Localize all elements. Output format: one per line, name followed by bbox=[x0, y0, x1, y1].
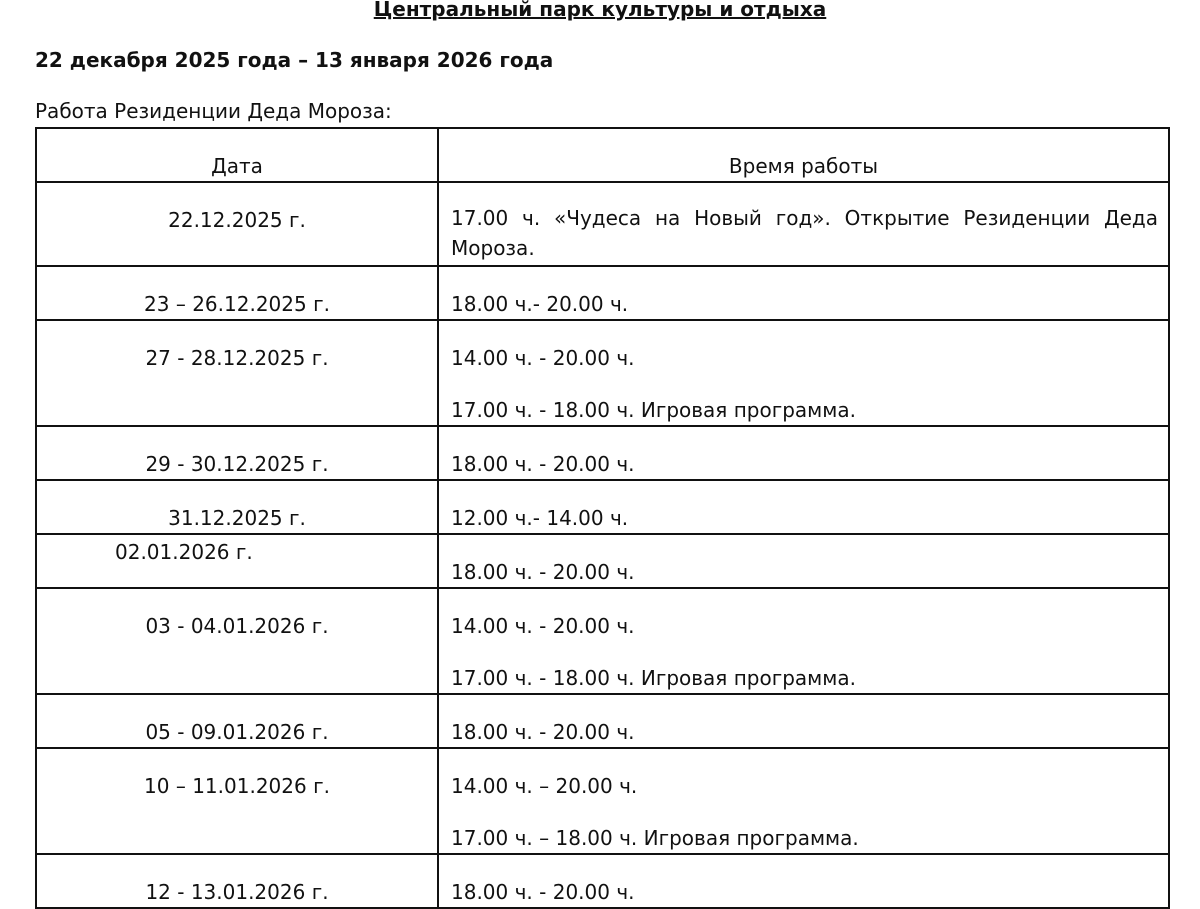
hours-line: 17.00 ч. «Чудеса на Новый год». Открытие Резиденции Деда Мороза. bbox=[451, 206, 1158, 260]
hours-line: 18.00 ч. - 20.00 ч. bbox=[451, 452, 635, 476]
hours-line: 12.00 ч.- 14.00 ч. bbox=[451, 506, 629, 530]
document-title: Центральный парк культуры и отдыха bbox=[373, 0, 827, 21]
row-date: 03 - 04.01.2026 г. bbox=[36, 588, 438, 694]
hours-line: 14.00 ч. – 20.00 ч. bbox=[451, 774, 638, 798]
row-hours bbox=[438, 480, 1169, 534]
row-hours bbox=[438, 182, 1169, 266]
row-date: 10 – 11.01.2026 г. bbox=[36, 748, 438, 854]
table-row bbox=[36, 748, 1169, 854]
table-row bbox=[36, 182, 1169, 266]
row-date: 05 - 09.01.2026 г. bbox=[36, 694, 438, 748]
row-date: 23 – 26.12.2025 г. bbox=[36, 266, 438, 320]
table-row bbox=[36, 480, 1169, 534]
table-row bbox=[36, 266, 1169, 320]
table-row bbox=[36, 588, 1169, 694]
row-hours bbox=[438, 320, 1169, 426]
table-caption: Работа Резиденции Деда Мороза: bbox=[35, 99, 392, 123]
column-header-hours: Время работы bbox=[438, 128, 1169, 182]
hours-line: 17.00 ч. - 18.00 ч. Игровая программа. bbox=[451, 398, 856, 422]
table-row bbox=[36, 320, 1169, 426]
hours-line: 14.00 ч. - 20.00 ч. bbox=[451, 346, 635, 370]
hours-line: 18.00 ч. - 20.00 ч. bbox=[451, 560, 635, 584]
hours-line: 18.00 ч. - 20.00 ч. bbox=[451, 880, 635, 904]
table-header-row bbox=[36, 128, 1169, 182]
row-date: 27 - 28.12.2025 г. bbox=[36, 320, 438, 426]
row-hours bbox=[438, 426, 1169, 480]
row-date: 31.12.2025 г. bbox=[36, 480, 438, 534]
date-range: 22 декабря 2025 года – 13 января 2026 года bbox=[35, 48, 554, 72]
table-row bbox=[36, 534, 1169, 588]
table-row bbox=[36, 426, 1169, 480]
table-row bbox=[36, 694, 1169, 748]
row-hours bbox=[438, 588, 1169, 694]
row-hours bbox=[438, 266, 1169, 320]
hours-line: 17.00 ч. – 18.00 ч. Игровая программа. bbox=[451, 826, 859, 850]
schedule-table bbox=[35, 127, 1170, 909]
hours-line: 14.00 ч. - 20.00 ч. bbox=[451, 614, 635, 638]
row-date: 29 - 30.12.2025 г. bbox=[36, 426, 438, 480]
row-hours bbox=[438, 748, 1169, 854]
column-header-date: Дата bbox=[36, 128, 438, 182]
hours-line: 17.00 ч. - 18.00 ч. Игровая программа. bbox=[451, 666, 856, 690]
row-hours bbox=[438, 534, 1169, 588]
row-date: 12 - 13.01.2026 г. bbox=[36, 854, 438, 908]
row-date: 22.12.2025 г. bbox=[36, 182, 438, 266]
hours-line: 18.00 ч. - 20.00 ч. bbox=[451, 720, 635, 744]
hours-line: 18.00 ч.- 20.00 ч. bbox=[451, 292, 629, 316]
row-date: 02.01.2026 г. bbox=[36, 534, 438, 588]
row-hours bbox=[438, 694, 1169, 748]
